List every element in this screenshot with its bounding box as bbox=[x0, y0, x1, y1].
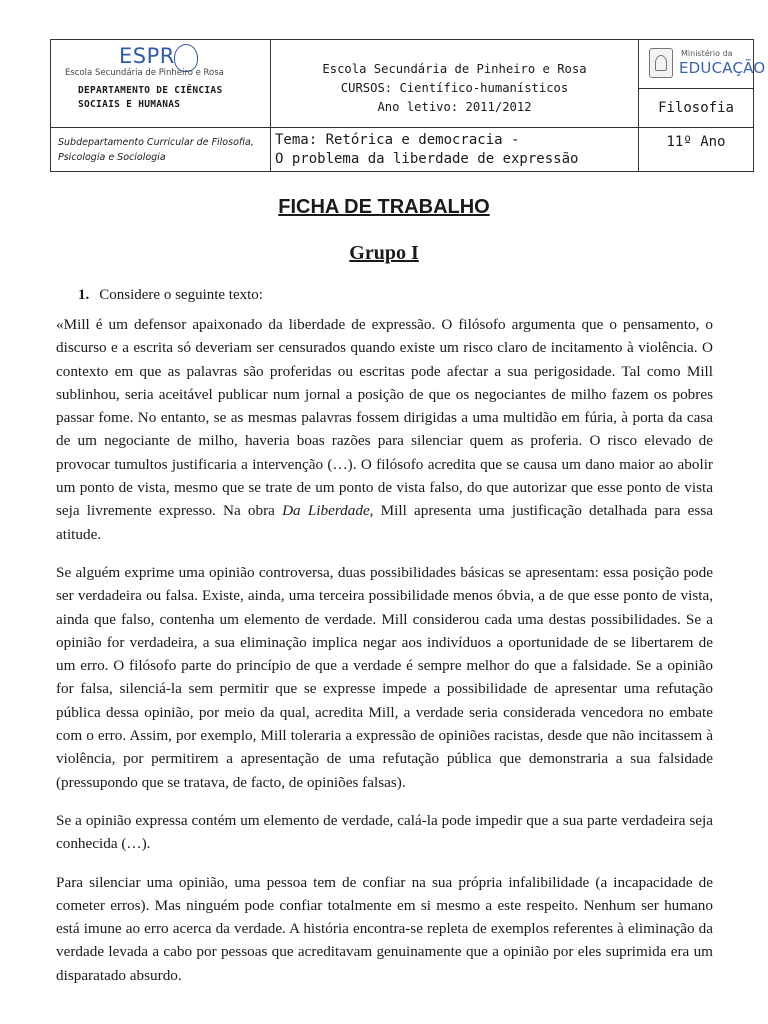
subject: Filosofia bbox=[658, 100, 734, 116]
question-number: 1. bbox=[78, 287, 90, 303]
courses: CURSOS: Científico-humanísticos bbox=[340, 81, 569, 95]
coat-of-arms-icon bbox=[649, 48, 673, 78]
department-label: DEPARTAMENTO DE CIÊNCIAS SOCIAIS E HUMANAS bbox=[78, 85, 223, 110]
ministry-logo bbox=[639, 40, 766, 89]
paragraph-4: Para silenciar uma opinião, uma pessoa tem de confiar na sua própria infalibilidade (a incapacidade de cometer erros). Mas ninguém pode confiar totalmente em si mesmo a este respeito. Nenhum ser humano está imune ao erro acerca da verdade. A história encontra-se repleta de exemplos referentes à eliminação da verdade levada a cabo por pessoas que acreditavam genuinamente que a opinião por eles suprimida era um disparatado absurdo. bbox=[56, 873, 713, 984]
paragraph-1-end: Mill apresenta uma justificação detalhada para essa atitude. bbox=[56, 502, 713, 543]
paragraph-1-start: «Mill é um defensor apaixonado da liberdade de expressão. O filósofo argumenta que o pensamento, o discurso e a escrita só deveriam ser censurados quando existe um risco claro de incitamento à violência. O contexto em que as palavras são proferidas ou escritas pode afectar a sua perigosidade. Tal como Mill sublinhou, seria aceitável publicar num jornal a posição de que os negociantes de milho fazem os pobres passar fome. No entanto, se as mesmas palavras fossem dirigidas a uma multidão em fúria, à porta da casa de um negociante de milho, haveria boas razões para silenciar quem as proferia. O risco elevado de provocar tumultos justificaria a intervenção (…). O filósofo acredita que se causa um dano maior ao abolir um ponto de vista, mesmo que se trate de um ponto de vista falso, do que autorizar que esse ponto de vista seja livremente expresso. Na obra bbox=[56, 316, 713, 520]
paragraph-1 bbox=[56, 313, 713, 546]
grade: 11º Ano bbox=[639, 128, 754, 172]
quoted-text bbox=[56, 313, 713, 1002]
ministry-cell bbox=[639, 40, 766, 128]
ministry-small-text: Ministério da bbox=[681, 49, 733, 58]
question-text: Considere o seguinte texto: bbox=[99, 287, 263, 303]
school-info bbox=[271, 40, 639, 128]
logo-cell bbox=[51, 40, 271, 128]
sheet-title: FICHA DE TRABALHO bbox=[278, 196, 490, 218]
question bbox=[78, 287, 263, 304]
espr-logo bbox=[119, 44, 199, 86]
school-name: Escola Secundária de Pinheiro e Rosa bbox=[322, 62, 587, 76]
theme-line-2: O problema da liberdade de expressão bbox=[275, 150, 579, 167]
logo-subtext: Escola Secundária de Pinheiro e Rosa bbox=[65, 68, 224, 78]
ministry-big-text: EDUCAÇÃO bbox=[679, 59, 766, 77]
theme bbox=[271, 128, 639, 172]
book-title: Da Liberdade, bbox=[282, 502, 374, 520]
header-table bbox=[50, 39, 766, 172]
theme-line-1: Tema: Retórica e democracia - bbox=[275, 131, 520, 148]
group-title: Grupo I bbox=[349, 242, 419, 264]
subdepartment: Subdepartamento Curricular de Filosofia, Psicologia e Sociologia bbox=[51, 128, 271, 172]
paragraph-3: Se a opinião expressa contém um elemento de verdade, calá-la pode impedir que a sua parte verdadeira seja conhecida (…). bbox=[56, 811, 713, 853]
school-year: Ano letivo: 2011/2012 bbox=[377, 100, 532, 114]
logo-text: ESPR bbox=[119, 44, 175, 68]
paragraph-2: Se alguém exprime uma opinião controversa, duas possibilidades básicas se apresentam: essa posição pode ser verdadeira ou falsa. Existe, ainda, uma terceira possibilidade menos óbvia, a de que esse ponto de vista, ainda que falso, contenha um elemento de verdade. Mill considerou cada uma destas possibilidades. Se a opinião for verdadeira, a sua eliminação implica negar aos indivíduos a oportunidade de se libertarem de um erro. O filósofo parte do princípio de que a verdade é sempre melhor do que a falsidade. Se a opinião for falsa, silenciá-la sem permitir que se expresse impede a possibilidade de apresentar uma refutação pública dessa opinião, por meio da qual, acredita Mill, a verdade seria considerada vencedora no embate com o erro. Assim, por exemplo, Mill toleraria a expressão de opiniões racistas, desde que não incitassem à violência, por permitirem a apresentação de uma refutação pública que demonstraria a sua falsidade (pressupondo que se tratava, de facto, de opiniões falsas). bbox=[56, 563, 713, 791]
